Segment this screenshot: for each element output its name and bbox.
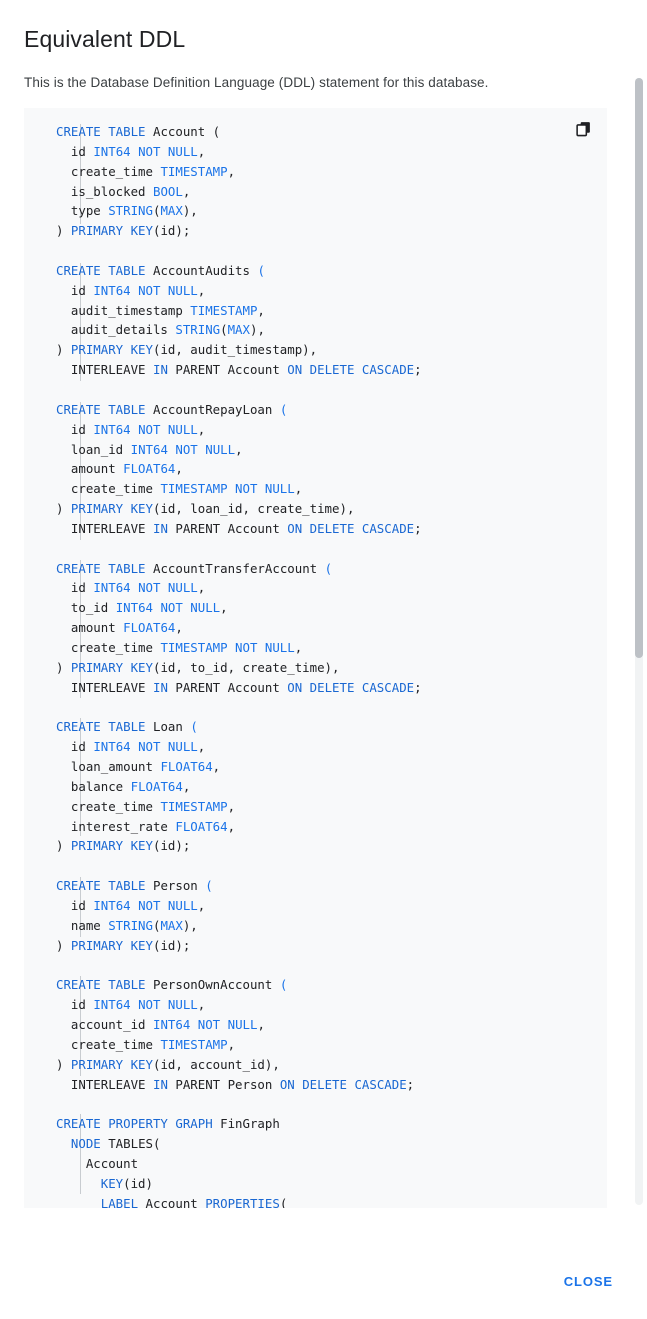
- dialog-scrollbar-thumb[interactable]: [635, 78, 643, 658]
- dialog-scrollbar-track[interactable]: [635, 78, 643, 1205]
- dialog-description: This is the Database Definition Language (DDL) statement for this database.: [24, 75, 489, 90]
- close-button[interactable]: CLOSE: [556, 1264, 621, 1299]
- ddl-code-panel: [24, 108, 607, 1208]
- dialog-actions: [0, 1257, 647, 1305]
- ddl-code-text: CREATE TABLE Account ( id INT64 NOT NULL, create_time TIMESTAMP, is_blocked BOOL, type STRING(MAX), ) PRIMARY KEY(id); CREATE TABLE AccountAudits ( id INT64 NOT NULL, audit_timestamp TIMESTAMP, audit_details STRING(MAX), ) PRIMARY KEY(id, audit_timestamp), INTERLEAVE IN PARENT Account ON DELETE CASCADE; CREATE TABLE AccountRepayLoan ( id INT64 NOT NULL, loan_id INT64 NOT NULL, amount FLOAT64, create_time TIMESTAMP NOT NULL, ) PRIMARY KEY(id, loan_id, create_time), INTERLEAVE IN PARENT Account ON DELETE CASCADE; CREATE TABLE AccountTransferAccount ( id INT64 NOT NULL, to_id INT64 NOT NULL, amount FLOAT64, create_time TIMESTAMP NOT NULL, ) PRIMARY KEY(id, to_id, create_time), INTERLEAVE IN PARENT Account ON DELETE CASCADE; CREATE TABLE Loan ( id INT64 NOT NULL, loan_amount FLOAT64, balance FLOAT64, create_time TIMESTAMP, interest_rate FLOAT64, ) PRIMARY KEY(id); CREATE TABLE Person ( id INT64 NOT NULL, name STRING(MAX), ) PRIMARY KEY(id); CREATE TABLE PersonOwnAccount ( id INT64 NOT NULL, account_id INT64 NOT NULL, create_time TIMESTAMP, ) PRIMARY KEY(id, account_id), INTERLEAVE IN PARENT Person ON DELETE CASCADE; CREATE PROPERTY GRAPH FinGraph NODE TABLES( Account KEY(id) LABEL Account PROPERTIES(: [56, 124, 422, 1208]
- page-title: Equivalent DDL: [24, 26, 186, 52]
- ddl-code-scroll-area[interactable]: [24, 108, 607, 1208]
